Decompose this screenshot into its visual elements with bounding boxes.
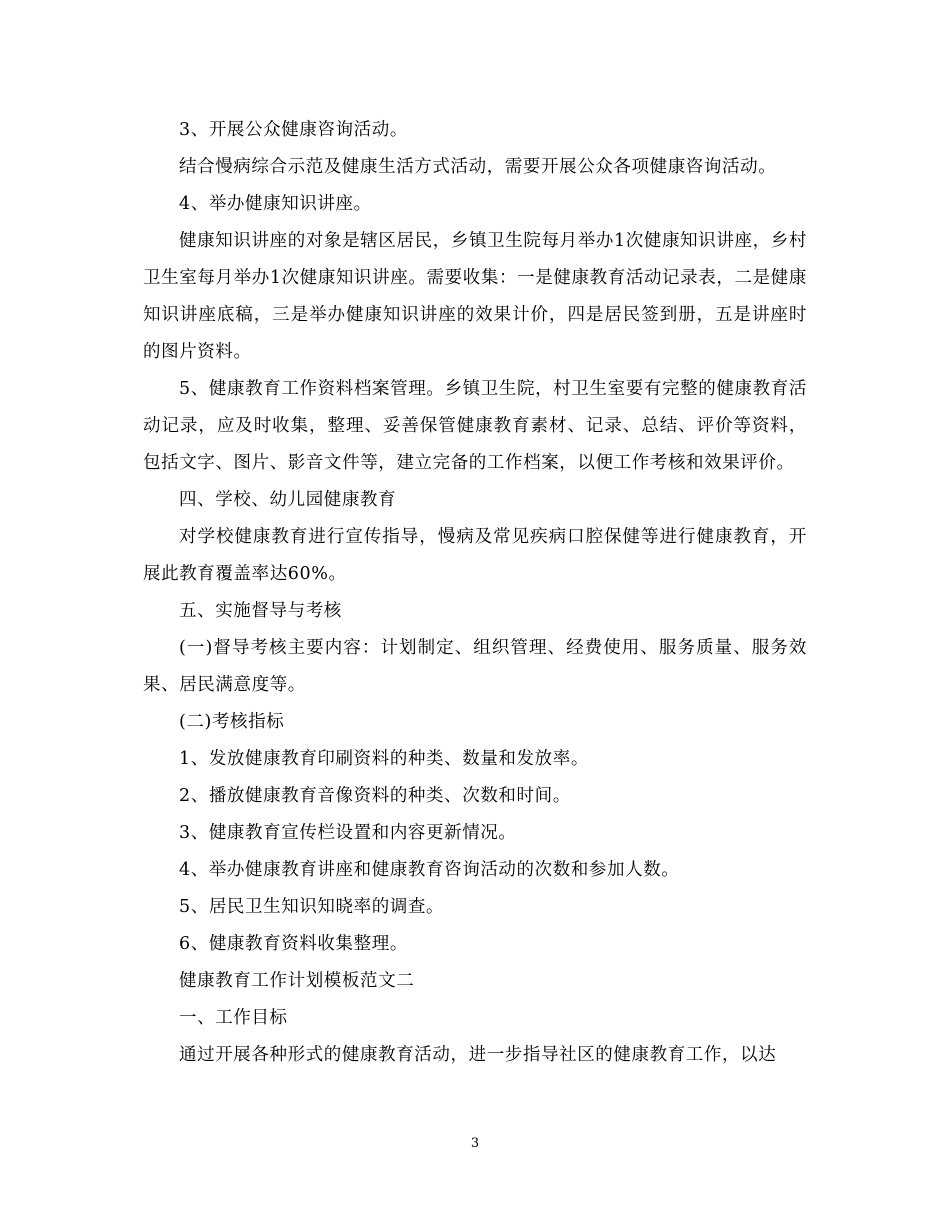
paragraph-archive-management: 5、健康教育工作资料档案管理。乡镇卫生院，村卫生室要有完整的健康教育活动记录，应及时收集，整理、妥善保管健康教育素材、记录、总结、评价等资料，包括文字、图片、影音文件等，建立完备的工作档案，以便工作考核和效果评价。: [143, 379, 807, 473]
paragraph-lectures: 健康知识讲座的对象是辖区居民，乡镇卫生院每月举办1次健康知识讲座，乡村卫生室每月举办1次健康知识讲座。需要收集：一是健康教育活动记录表，二是健康知识讲座底稿，三是举办健康知识讲座的效果计价，四是居民签到册，五是讲座时的图片资料。: [143, 231, 807, 362]
section-heading-schools: 四、学校、幼儿园健康教育: [179, 490, 397, 510]
section-heading-supervision: 五、实施督导与考核: [179, 601, 342, 621]
paragraph-consultation: 结合慢病综合示范及健康生活方式活动，需要开展公众各项健康咨询活动。: [179, 157, 777, 177]
paragraph-item-3-heading: 3、开展公众健康咨询活动。: [179, 120, 408, 140]
section-heading-goals: 一、工作目标: [179, 1008, 288, 1028]
subheading-indicators: (二)考核指标: [179, 712, 285, 732]
indicator-item-5: 5、居民卫生知识知晓率的调查。: [179, 897, 445, 917]
template-title-two: 健康教育工作计划模板范文二: [179, 971, 415, 991]
paragraph-item-4-heading: 4、举办健康知识讲座。: [179, 194, 372, 214]
paragraph-supervision-content: (一)督导考核主要内容：计划制定、组织管理、经费使用、服务质量、服务效果、居民满意度等。: [143, 638, 807, 695]
paragraph-schools: 对学校健康教育进行宣传指导，慢病及常见疾病口腔保健等进行健康教育，开展此教育覆盖率达60%。: [143, 527, 807, 584]
page-number: 3: [470, 1136, 480, 1151]
indicator-item-4: 4、举办健康教育讲座和健康教育咨询活动的次数和参加人数。: [179, 860, 680, 880]
indicator-item-1: 1、发放健康教育印刷资料的种类、数量和发放率。: [179, 749, 589, 769]
document-body: [143, 112, 807, 1074]
indicator-item-3: 3、健康教育宣传栏设置和内容更新情况。: [179, 823, 517, 843]
indicator-item-6: 6、健康教育资料收集整理。: [179, 934, 408, 954]
indicator-item-2: 2、播放健康教育音像资料的种类、次数和时间。: [179, 786, 571, 806]
paragraph-goals: 通过开展各种形式的健康教育活动，进一步指导社区的健康教育工作，以达: [179, 1045, 777, 1065]
